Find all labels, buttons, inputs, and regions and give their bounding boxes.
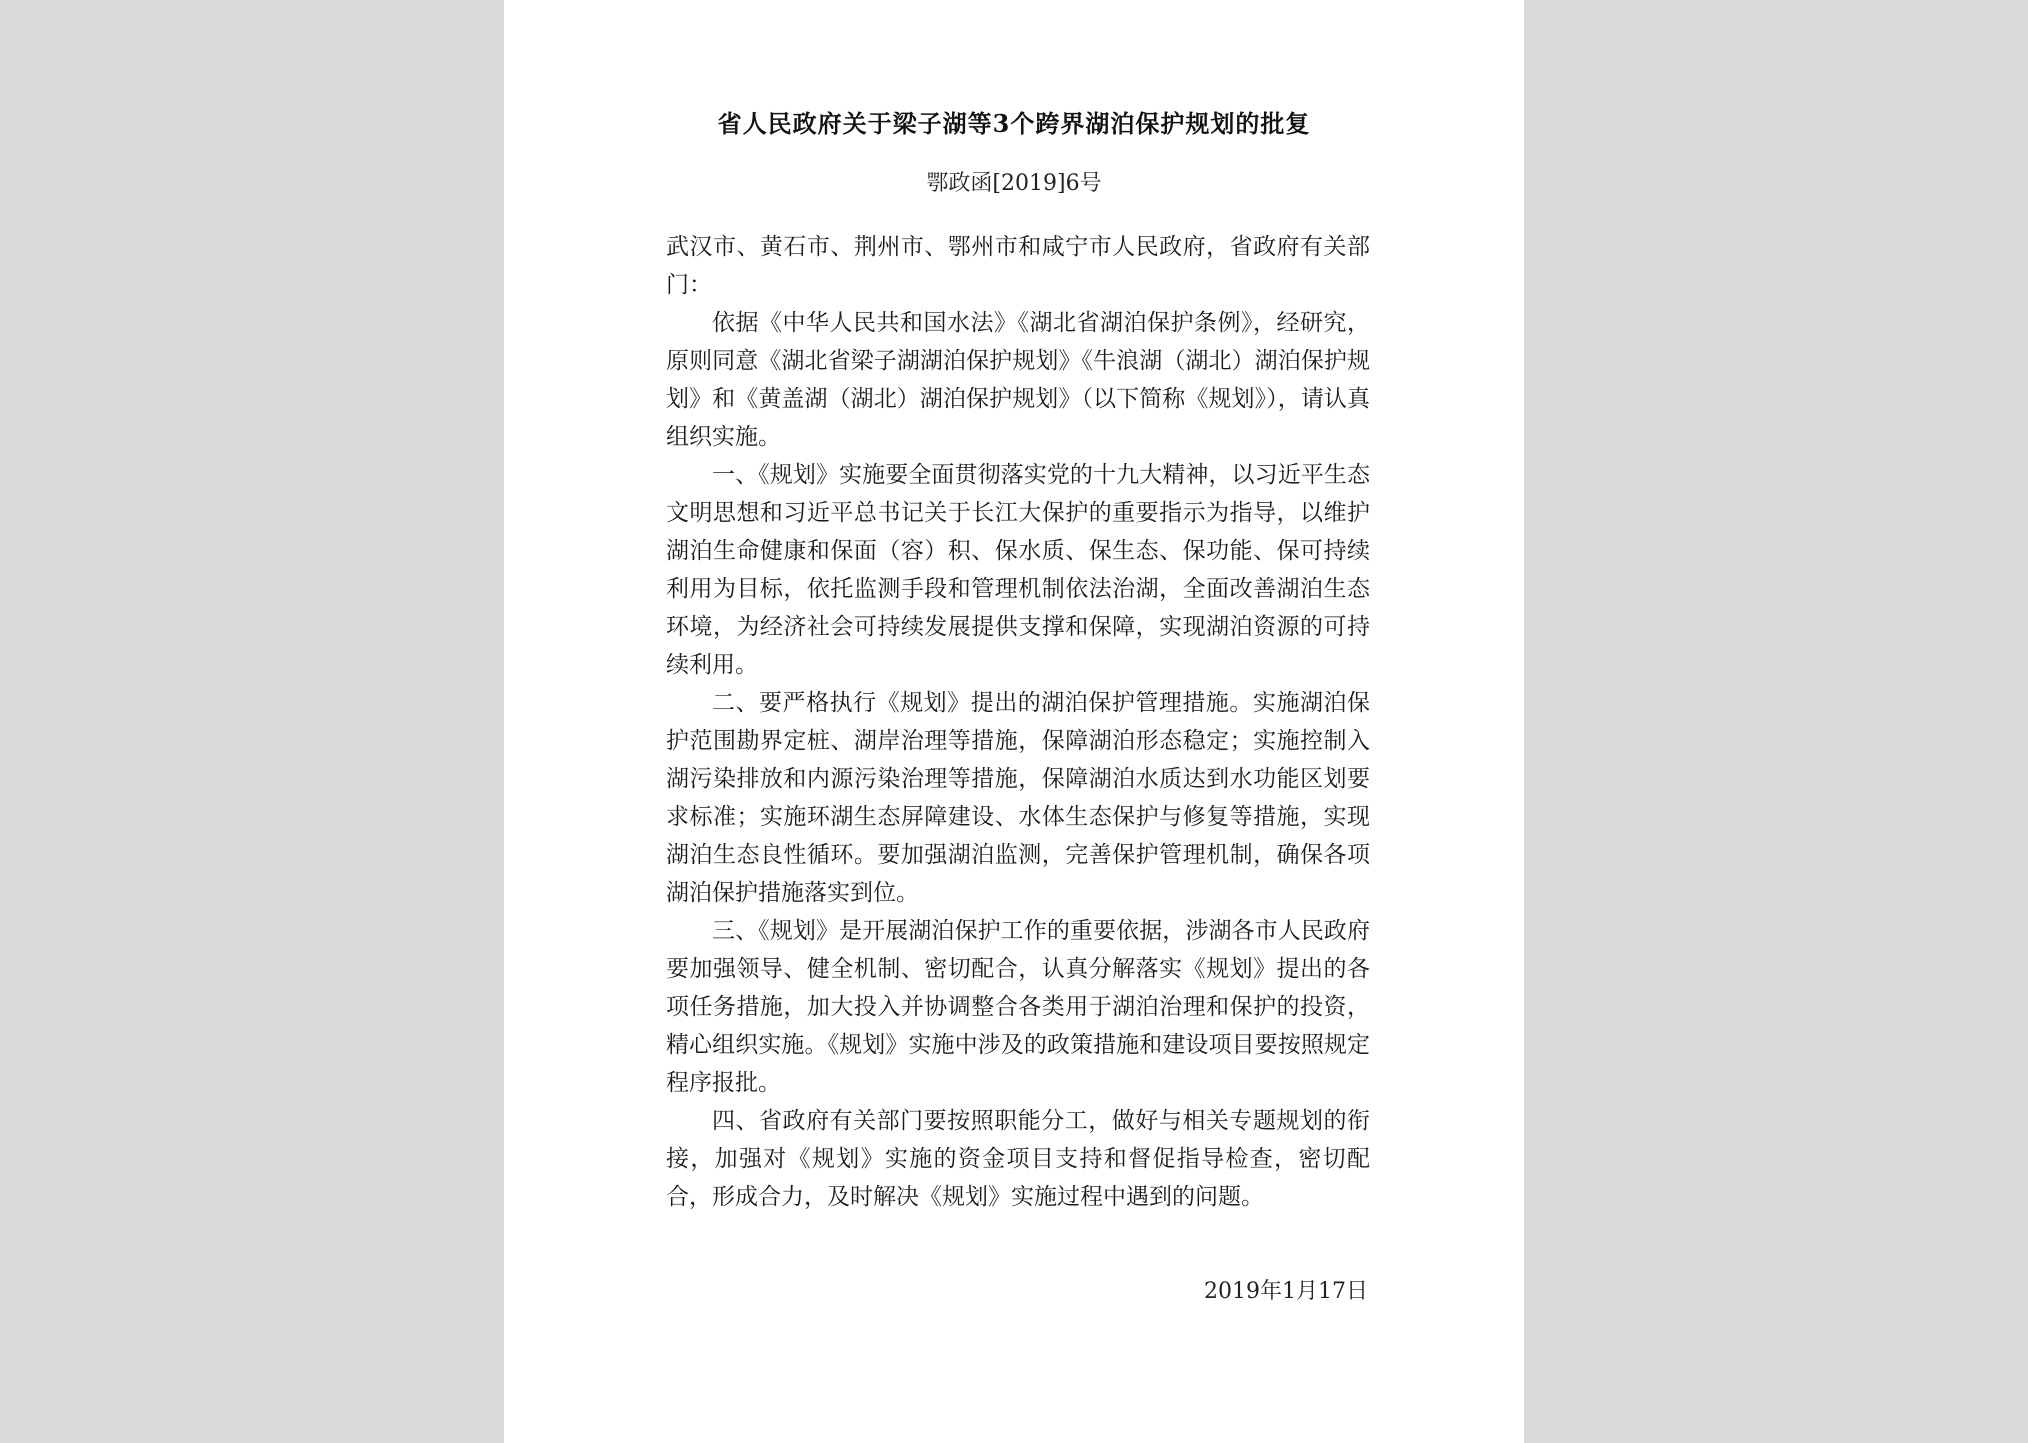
- salutation: 武汉市、黄石市、荆州市、鄂州市和咸宁市人民政府，省政府有关部门：: [666, 234, 1370, 298]
- paragraph-three: 三、《规划》是开展湖泊保护工作的重要依据，涉湖各市人民政府要加强领导、健全机制、密切配合，认真分解落实《规划》提出的各项任务措施，加大投入并协调整合各类用于湖泊治理和保护的投资，精心组织实施。《规划》实施中涉及的政策措施和建设项目要按照规定程序报批。: [666, 918, 1370, 1096]
- document-body: [666, 228, 1370, 1216]
- document-number: 鄂政函[2019]6号: [926, 171, 1102, 196]
- document-date: 2019年1月17日: [1204, 1279, 1368, 1304]
- paragraph-two: 二、要严格执行《规划》提出的湖泊保护管理措施。实施湖泊保护范围勘界定桩、湖岸治理等措施，保障湖泊形态稳定；实施控制入湖污染排放和内源污染治理等措施，保障湖泊水质达到水功能区划要求标准；实施环湖生态屏障建设、水体生态保护与修复等措施，实现湖泊生态良性循环。要加强湖泊监测，完善保护管理机制，确保各项湖泊保护措施落实到位。: [666, 690, 1370, 906]
- paragraph-four: 四、省政府有关部门要按照职能分工，做好与相关专题规划的衔接，加强对《规划》实施的资金项目支持和督促指导检查，密切配合，形成合力，及时解决《规划》实施过程中遇到的问题。: [666, 1108, 1370, 1210]
- paragraph-one: 一、《规划》实施要全面贯彻落实党的十九大精神，以习近平生态文明思想和习近平总书记关于长江大保护的重要指示为指导，以维护湖泊生命健康和保面（容）积、保水质、保生态、保功能、保可持续利用为目标，依托监测手段和管理机制依法治湖，全面改善湖泊生态环境，为经济社会可持续发展提供支撑和保障，实现湖泊资源的可持续利用。: [666, 462, 1370, 678]
- document-title: 省人民政府关于梁子湖等3个跨界湖泊保护规划的批复: [717, 109, 1311, 138]
- document-page: [504, 0, 1524, 1443]
- paragraph-basis: 依据《中华人民共和国水法》《湖北省湖泊保护条例》，经研究，原则同意《湖北省梁子湖湖泊保护规划》《牛浪湖（湖北）湖泊保护规划》和《黄盖湖（湖北）湖泊保护规划》（以下简称《规划》），请认真组织实施。: [666, 310, 1370, 450]
